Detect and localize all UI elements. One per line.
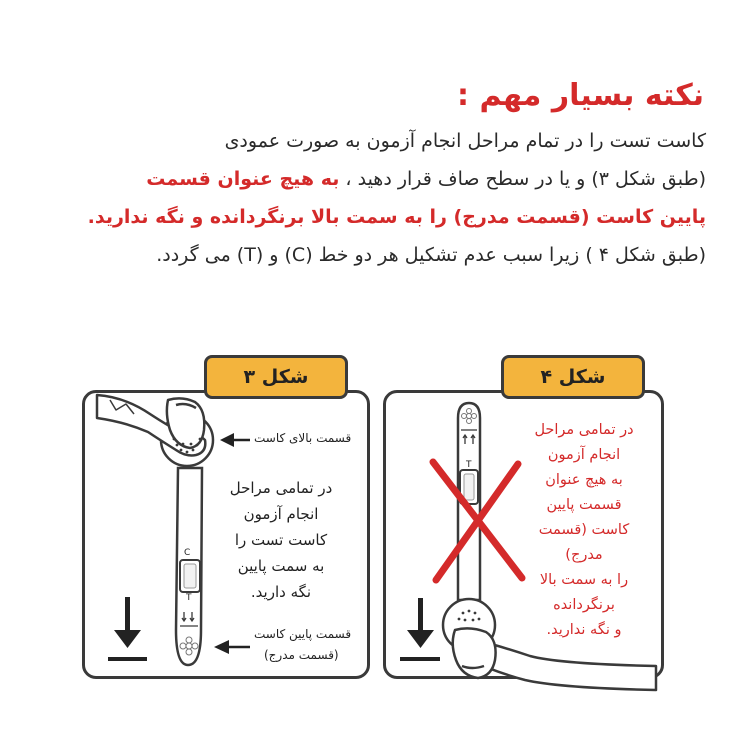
t-mark: T — [186, 593, 192, 603]
note-line-4: (طبق شکل ۴ ) زیرا سبب عدم تشکیل هر دو خط (C) و (T) می گردد. — [156, 244, 706, 266]
top-part-label: قسمت بالای کاست — [254, 431, 352, 445]
figure-4-label: شکل ۴ — [501, 355, 645, 399]
bottom-part-sublabel: (قسمت مدرج) — [264, 648, 339, 662]
note-line-2-red: به هیچ عنوان قسمت — [146, 168, 340, 190]
figure-3-label: شکل ۳ — [204, 355, 348, 399]
down-arrow-icon-4 — [400, 598, 440, 661]
c-mark: C — [184, 548, 191, 558]
note-title: نکته بسیار مهم : — [457, 78, 704, 113]
figure-4-warning: در تمامی مراحل انجام آزمون به هیچ عنوان قسمت پایین کاست (قسمت مدرج) را به سمت بالا برنگردانده و نگه ندارید. — [534, 422, 634, 638]
bottom-part-label: قسمت پایین کاست — [254, 627, 352, 641]
t-mark-4: T — [466, 460, 472, 470]
note-line-2-normal: (طبق شکل ۳) و یا در سطح صاف قرار دهید ، — [345, 168, 706, 190]
note-line-3: پایین کاست (قسمت مدرج) را به سمت بالا برنگردانده و نگه ندارید. — [87, 206, 706, 228]
hand-icon — [97, 395, 205, 455]
down-arrow-icon — [108, 597, 147, 661]
note-line-1: کاست تست را در تمام مراحل انجام آزمون به صورت عمودی — [224, 130, 706, 152]
figure-3-instruction: در تمامی مراحل انجام آزمون کاست تست را به سمت پایین نگه دارید. — [229, 479, 333, 601]
